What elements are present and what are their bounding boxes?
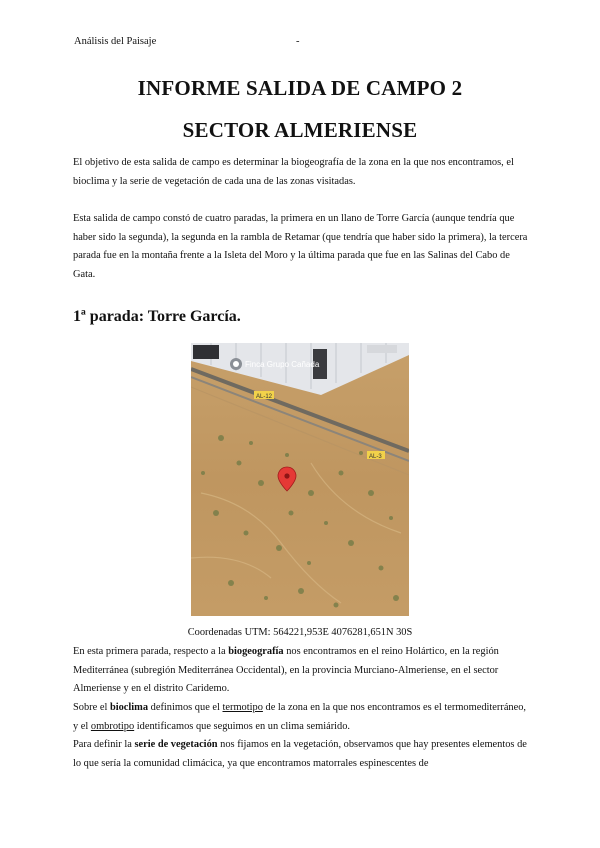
header-title: Análisis del Paisaje — [74, 36, 157, 47]
document-title: INFORME SALIDA DE CAMPO 2 — [137, 76, 463, 100]
map-road-label-1: AL-12 — [256, 394, 273, 400]
header-separator: - — [296, 36, 300, 47]
satellite-map-image — [191, 343, 409, 616]
vegetation-paragraph — [73, 736, 529, 773]
satellite-map-graphic — [191, 343, 409, 616]
text-run: nos fijamos en la vegetación, observamos que hay presentes elementos de lo que sería la comunidad climácica, ya que encontramos matorrales espinescentes de — [73, 739, 527, 769]
text-run: Para definir la — [73, 739, 135, 750]
section-heading-stop-1: 1ª parada: Torre García. — [73, 308, 241, 325]
bold-term: biogeografía — [228, 646, 284, 657]
map-road-label-2: AL-3 — [369, 454, 382, 460]
document-subtitle: SECTOR ALMERIENSE — [182, 118, 418, 142]
map-caption: Coordenadas UTM: 564221,953E 4076281,651N 30S — [187, 627, 413, 638]
text-run: definimos que el — [148, 702, 223, 713]
stops-paragraph: Esta salida de campo constó de cuatro paradas, la primera en un llano de Torre García (aunque tendría que haber sido la segunda), la segunda en la rambla de Retamar (que tendría que haber sido la primera), la tercera parada fue en la montaña frente a la Isleta del Moro y la última parada que fue en las Salinas del Cabo de Gata. — [73, 213, 528, 280]
intro-paragraph: El objetivo de esta salida de campo es determinar la biogeografía de la zona en la que nos encontramos, el bioclima y la serie de vegetación de cada una de las zonas visitadas. — [73, 157, 514, 187]
text-run: nos encontramos en el reino Holártico, en la región Mediterránea (subregión Mediterránea Occidental), en la provincia Murciano-Almeriense, en el sector Almeriense y en el distrito Caridemo. — [73, 646, 499, 695]
bioclimate-paragraph — [73, 699, 529, 736]
biogeography-paragraph — [73, 643, 529, 699]
text-run: de la zona en la que nos encontramos es el termomediterráneo, y el — [73, 702, 527, 732]
text-run: Sobre el — [73, 702, 110, 713]
map-place-label: Finca Grupo Cañada — [245, 360, 320, 369]
text-run: identificamos que seguimos en un clima semiárido. — [134, 720, 351, 732]
underlined-term: ombrotipo — [90, 720, 135, 732]
bold-term: serie de vegetación — [134, 739, 218, 750]
text-run: En esta primera parada, respecto a la — [73, 646, 229, 657]
underlined-term: termotipo — [222, 702, 263, 713]
bold-term: bioclima — [109, 702, 149, 713]
